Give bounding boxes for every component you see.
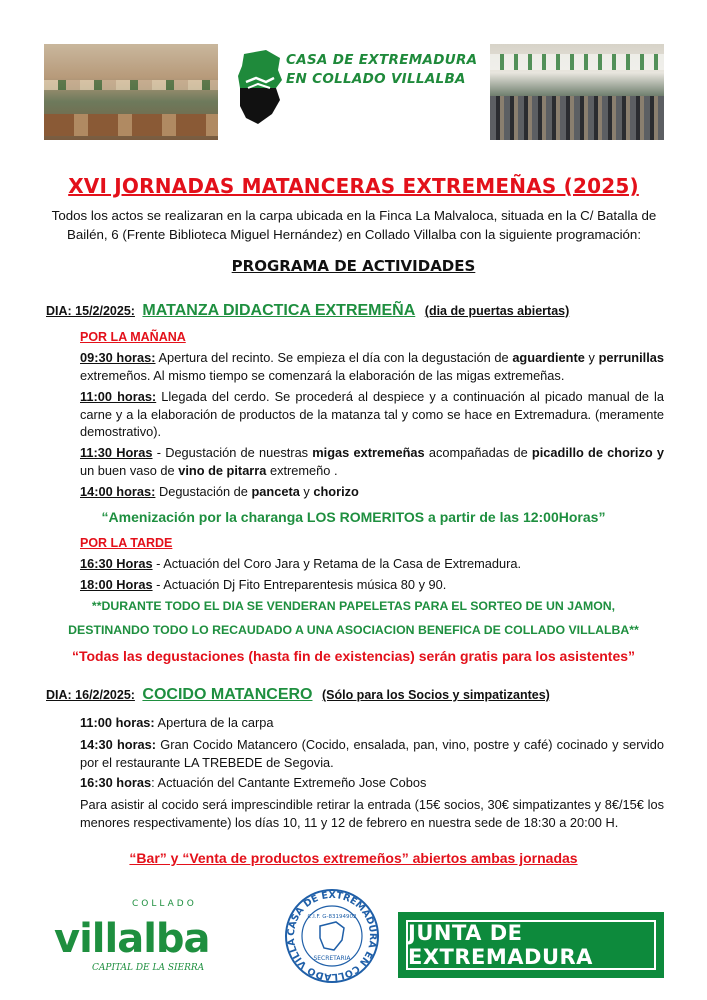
event-title: XVI JORNADAS MATANCERAS EXTREMEÑAS (2025) — [68, 174, 639, 198]
bar-note: “Bar” y “Venta de productos extremeños” abiertos ambas jornadas — [129, 850, 578, 866]
item-highlight: vino de pitarra — [178, 462, 267, 478]
secretaria-seal — [284, 888, 380, 984]
seal-cif: C.I.F. G-83194902 — [307, 914, 357, 920]
item-text: Gran Cocido Matancero (Cocido, ensalada, pan, vino, postre y café) cocinado y servido por el restaurante LA TREBEDE de Segovia. — [80, 737, 664, 770]
matanza-photo-left — [44, 44, 218, 140]
time-label: 16:30 Horas — [80, 556, 153, 571]
item-text: - Actuación Dj Fito Entreparentesis música 80 y 90. — [152, 577, 447, 592]
item-text: Apertura de la carpa — [154, 715, 274, 730]
day2-date: DIA: 16/2/2025: — [46, 688, 135, 702]
intro-paragraph: Todos los actos se realizaran en la carpa ubicada en la Finca La Malvaloca, situada en la C/ Batalla de Bailén, 6 (Frente Biblioteca Miguel Hernández) en Collado Villalba con la siguiente programación: — [51, 208, 657, 242]
villalba-top-text: COLLADO — [132, 899, 197, 909]
item-highlight: aguardiente — [512, 350, 585, 365]
item-text: - Actuación del Coro Jara y Retama de la Casa de Extremadura. — [152, 556, 522, 571]
item-text: : Actuación del Cantante Extremeño Jose Cobos — [151, 775, 427, 790]
afternoon-label: POR LA TARDE — [80, 536, 173, 550]
item-highlight: panceta — [251, 484, 300, 499]
junta-text: JUNTA DE EXTREMADURA — [408, 921, 593, 969]
item-text: extremeño . — [266, 462, 338, 478]
day1-name: MATANZA DIDACTICA EXTREMEÑA — [142, 302, 416, 319]
time-label: 11:00 horas: — [80, 715, 155, 730]
day1-item-1130 — [80, 444, 664, 479]
item-text: Llegada del cerdo. Se procederá al despiece y a continuación al picado manual de la carne y a la elaboración de productos de la matanza tal y como se hace en Extremadura. (meramente demostrativo). — [80, 389, 664, 439]
day2-tickets: Para asistir al cocido será imprescindible retirar la entrada (15€ socios, 30€ simpatizantes y 8€/15€ los menores respectivamente) los días 10, 11 y 12 de febrero en nuestra sede de 18:30 a 20:00 H. — [80, 797, 664, 830]
day2-item-1430 — [80, 736, 664, 771]
item-text: extremeños. Al mismo tiempo se comenzará la elaboración de las migas extremeñas. — [80, 367, 565, 383]
day1-item-1100 — [80, 388, 664, 441]
item-text: y — [584, 350, 599, 365]
casa-extremadura-logo — [236, 48, 478, 128]
item-text: Apertura del recinto. Se empieza el día con la degustación de — [155, 350, 513, 365]
charanga-note: “Amenización por la charanga LOS ROMERITOS a partir de las 12:00Horas” — [101, 509, 606, 525]
day1-item-1400 — [80, 483, 664, 501]
item-highlight: picadillo de chorizo y — [531, 445, 664, 460]
item-text: - Degustación de nuestras — [152, 445, 313, 460]
day1-heading — [46, 302, 569, 320]
collado-villalba-logo — [48, 888, 248, 984]
program-title: PROGRAMA DE ACTIVIDADES — [231, 257, 476, 275]
extremadura-map-icon — [236, 48, 284, 128]
day1-item-1800 — [80, 576, 664, 594]
carpa-photo-right — [490, 44, 664, 140]
raffle-note-line2: DESTINANDO TODO LO RECAUDADO A UNA ASOCIACION BENEFICA DE COLLADO VILLALBA** — [68, 623, 639, 637]
seal-ring-text: CASA DE EXTREMADURA EN COLLADO VILLA — [285, 889, 379, 983]
item-text: y — [299, 484, 314, 499]
map-outline-icon — [320, 922, 344, 950]
item-text: Degustación de — [155, 484, 252, 499]
morning-label: POR LA MAÑANA — [80, 330, 186, 344]
item-text: acompañadas de — [424, 445, 532, 460]
day1-date: DIA: 15/2/2025: — [46, 304, 135, 318]
item-highlight: perrunillas — [598, 350, 664, 365]
logo-line-1: CASA DE EXTREMADURA — [286, 52, 478, 68]
header-banner — [44, 44, 664, 140]
time-label: 18:00 Horas — [80, 577, 153, 592]
day2-heading — [46, 686, 550, 704]
junta-extremadura-logo — [398, 912, 664, 978]
day2-item-1100 — [80, 714, 664, 732]
day1-note: (dia de puertas abiertas) — [424, 304, 570, 318]
item-text: un buen vaso de — [80, 462, 179, 478]
day2-item-1630 — [80, 774, 664, 792]
time-label: 14:00 horas: — [80, 484, 156, 499]
day2-name: COCIDO MATANCERO — [142, 686, 313, 703]
item-highlight: chorizo — [313, 484, 359, 499]
villalba-subtitle: CAPITAL DE LA SIERRA — [92, 963, 205, 973]
time-label: 16:30 horas — [80, 775, 152, 790]
seal-secretaria: SECRETARIA — [313, 955, 351, 962]
day1-item-0930 — [80, 349, 664, 384]
footer-logos — [44, 888, 664, 988]
time-label: 09:30 horas: — [80, 350, 156, 365]
day2-note: (Sólo para los Socios y simpatizantes) — [321, 688, 550, 702]
item-highlight: migas extremeñas — [312, 445, 425, 460]
time-label: 11:30 Horas — [80, 445, 153, 460]
time-label: 14:30 horas: — [80, 737, 157, 752]
raffle-note-line1: **DURANTE TODO EL DIA SE VENDERAN PAPELETAS PARA EL SORTEO DE UN JAMON, — [91, 599, 616, 613]
time-label: 11:00 horas: — [80, 389, 157, 404]
free-tasting-note: “Todas las degustaciones (hasta fin de existencias) serán gratis para los asistentes” — [71, 648, 636, 664]
villalba-word: villalba — [54, 916, 210, 962]
day1-item-1630 — [80, 555, 664, 573]
logo-line-2: EN COLLADO VILLALBA — [286, 71, 466, 87]
